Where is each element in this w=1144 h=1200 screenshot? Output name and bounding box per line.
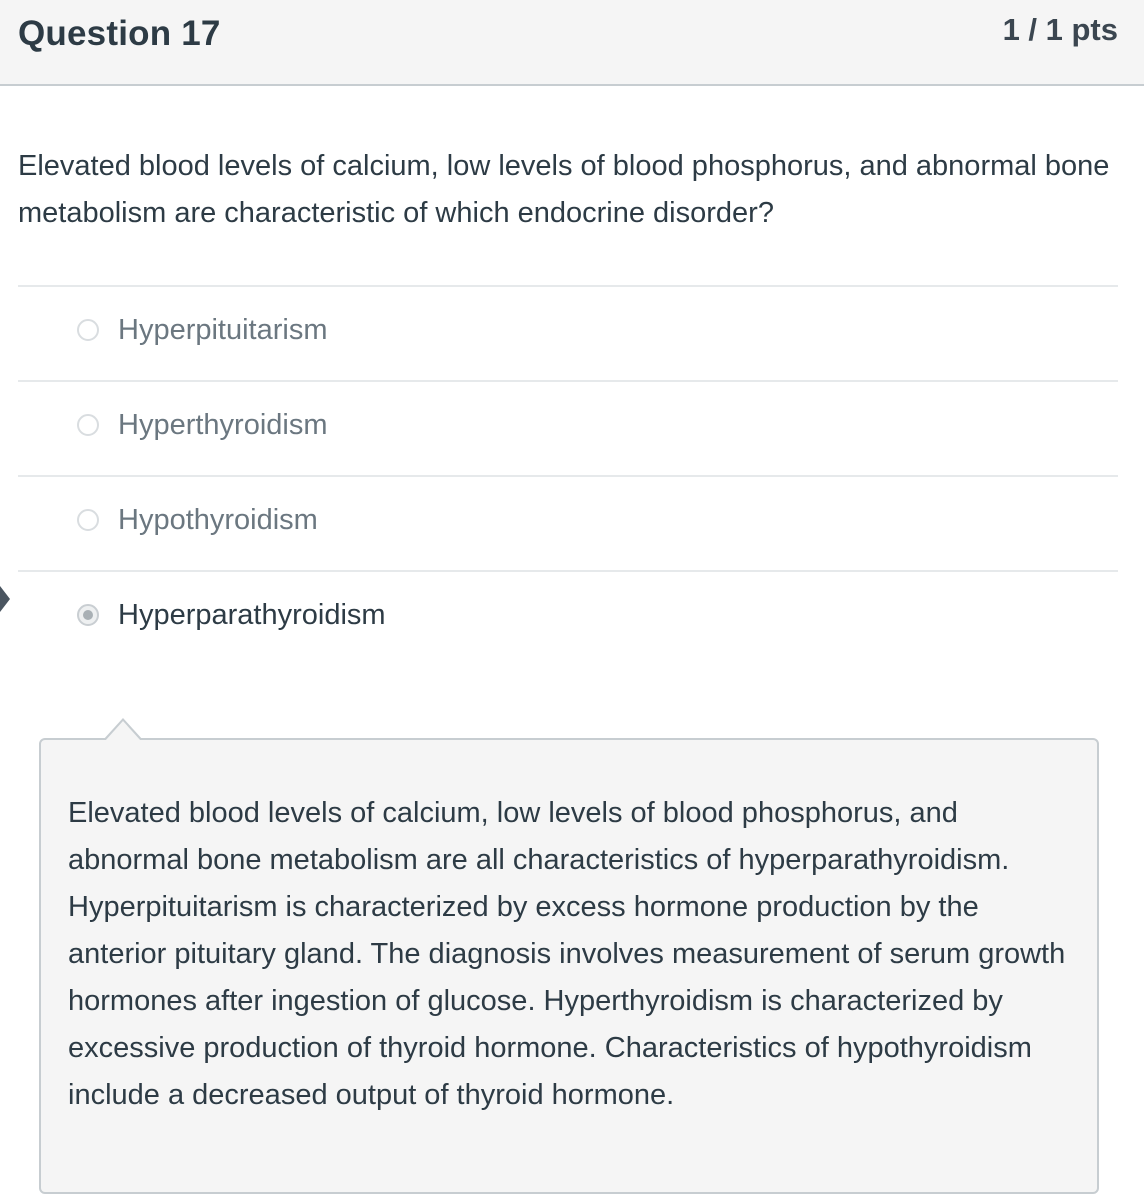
answer-label: Hyperparathyroidism [118,599,386,631]
answer-option[interactable] [18,380,1118,475]
answer-list [18,285,1118,666]
answer-label: Hyperthyroidism [118,409,328,441]
radio-button-checked[interactable] [77,604,99,626]
question-points: 1 / 1 pts [1002,12,1118,47]
answer-comment-box [39,738,1099,1194]
question-header [0,0,1144,86]
question-text: Elevated blood levels of calcium, low levels of blood phosphorus, and abnormal bone metabolism are characteristic of which endocrine disorder? [18,150,1110,229]
answer-option[interactable] [18,475,1118,570]
question-title: Question 17 [18,14,221,53]
radio-button[interactable] [77,509,99,531]
answer-option-selected[interactable] [18,570,1118,666]
answer-comment-text: Elevated blood levels of calcium, low levels of blood phosphorus, and abnormal bone metabolism are all characteristics of hyperparathyroidism. Hyperpituitarism is characterized by excess hormone production by the anterior pituitary gland. The diagnosis involves measurement of serum growth hormones after ingestion of glucose. Hyperthyroidism is characterized by excessive production of thyroid hormone. Characteristics of hypothyroidism include a decreased output of thyroid hormone. [68,797,1066,1111]
answer-label: Hypothyroidism [118,504,318,536]
answer-label: Hyperpituitarism [118,314,328,346]
radio-button[interactable] [77,319,99,341]
comment-pointer [103,718,143,740]
answer-option[interactable] [18,285,1118,380]
correct-answer-arrow-icon [0,586,10,612]
radio-button[interactable] [77,414,99,436]
